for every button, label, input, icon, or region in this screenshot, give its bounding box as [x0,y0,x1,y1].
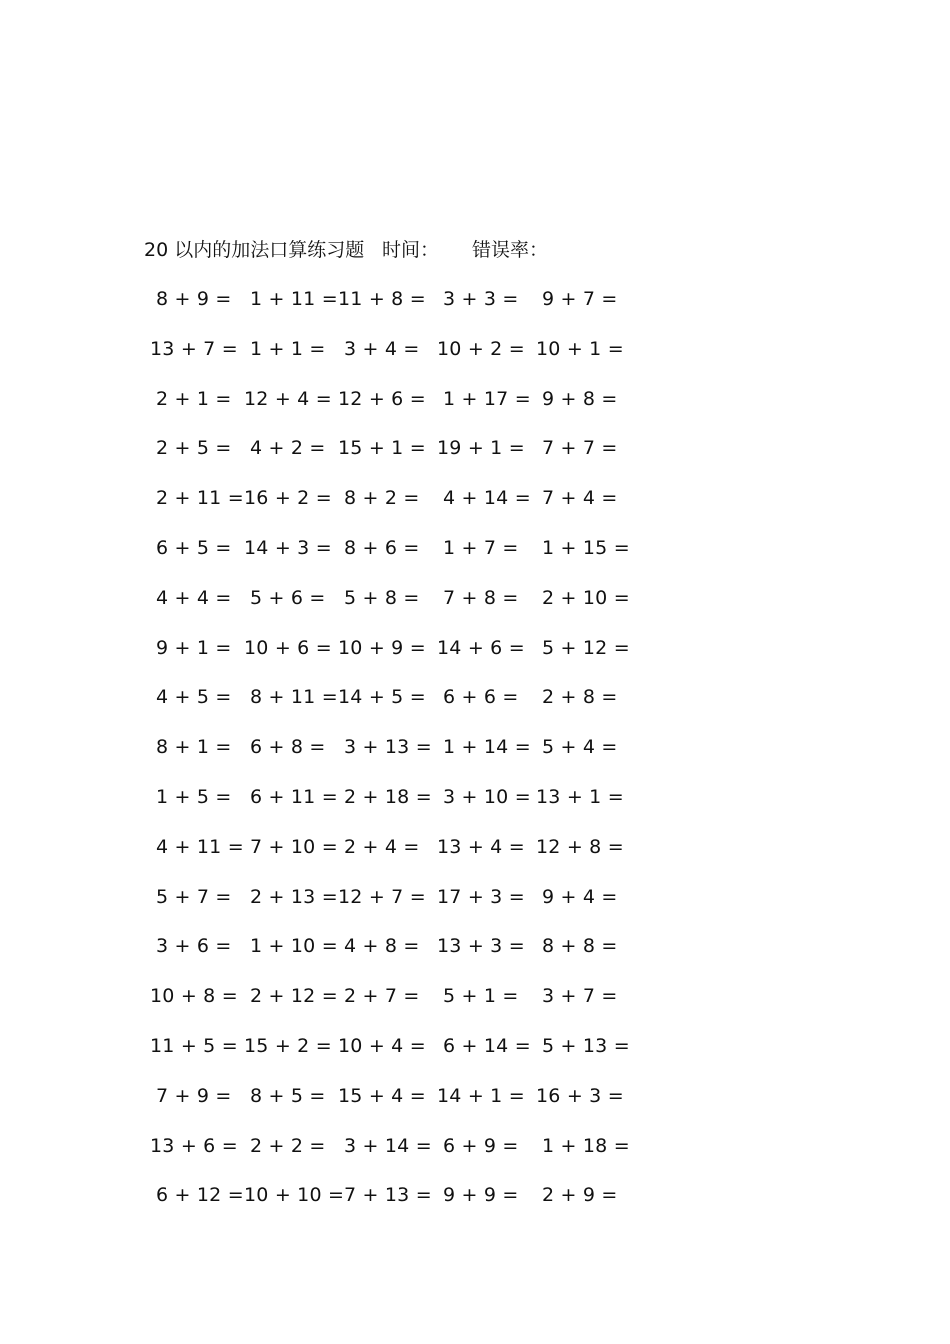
problem-row [0,784,950,810]
problem-item: 5 + 7 = [156,886,232,908]
problem-item: 1 + 11 = [250,288,338,310]
problem-item: 12 + 7 = [338,886,426,908]
problem-item: 11 + 5 = [150,1035,238,1057]
problem-item: 3 + 6 = [156,935,232,957]
problem-item: 6 + 8 = [250,736,326,758]
problem-item: 15 + 4 = [338,1085,426,1107]
problem-item: 2 + 1 = [156,388,232,410]
problem-row [0,585,950,611]
problem-item: 1 + 18 = [542,1135,630,1157]
problem-row [0,1033,950,1059]
problem-item: 12 + 4 = [244,388,332,410]
problem-item: 12 + 6 = [338,388,426,410]
problem-item: 10 + 10 = [244,1184,345,1206]
problem-item: 9 + 1 = [156,637,232,659]
problem-item: 12 + 8 = [536,836,624,858]
problem-row [0,286,950,312]
problem-row [0,435,950,461]
problem-item: 11 + 8 = [338,288,426,310]
problem-item: 5 + 8 = [344,587,420,609]
problem-item: 13 + 7 = [150,338,238,360]
problem-item: 7 + 8 = [443,587,519,609]
problem-row [0,1182,950,1208]
problem-row [0,684,950,710]
problem-item: 4 + 14 = [443,487,531,509]
problem-item: 6 + 5 = [156,537,232,559]
problem-item: 6 + 12 = [156,1184,244,1206]
problem-item: 5 + 12 = [542,637,630,659]
problem-row [0,535,950,561]
problem-item: 3 + 3 = [443,288,519,310]
problem-item: 2 + 4 = [344,836,420,858]
problem-item: 6 + 11 = [250,786,338,808]
problem-item: 13 + 4 = [437,836,525,858]
problem-row [0,734,950,760]
problem-row [0,884,950,910]
worksheet-title: 20 以内的加法口算练习题 [144,239,365,261]
problem-item: 2 + 13 = [250,886,338,908]
problem-item: 13 + 3 = [437,935,525,957]
problem-item: 4 + 5 = [156,686,232,708]
problem-item: 2 + 5 = [156,437,232,459]
problem-item: 13 + 6 = [150,1135,238,1157]
problem-item: 5 + 13 = [542,1035,630,1057]
problem-item: 2 + 18 = [344,786,432,808]
problem-item: 7 + 9 = [156,1085,232,1107]
problem-item: 3 + 14 = [344,1135,432,1157]
problem-item: 10 + 2 = [437,338,525,360]
problem-row [0,336,950,362]
problem-item: 4 + 11 = [156,836,244,858]
problem-item: 8 + 9 = [156,288,232,310]
problem-item: 7 + 10 = [250,836,338,858]
problem-item: 10 + 9 = [338,637,426,659]
problem-item: 10 + 4 = [338,1035,426,1057]
problem-row [0,386,950,412]
problem-item: 3 + 7 = [542,985,618,1007]
problem-item: 14 + 3 = [244,537,332,559]
problem-item: 8 + 2 = [344,487,420,509]
problem-item: 3 + 10 = [443,786,531,808]
problem-item: 5 + 4 = [542,736,618,758]
problem-item: 1 + 15 = [542,537,630,559]
problem-item: 2 + 8 = [542,686,618,708]
problem-item: 2 + 9 = [542,1184,618,1206]
problem-item: 16 + 3 = [536,1085,624,1107]
problem-item: 17 + 3 = [437,886,525,908]
problem-item: 3 + 13 = [344,736,432,758]
problem-row [0,933,950,959]
problem-item: 1 + 10 = [250,935,338,957]
problem-row [0,635,950,661]
problem-row [0,834,950,860]
problem-item: 6 + 9 = [443,1135,519,1157]
problem-grid [0,286,950,1216]
problem-item: 4 + 8 = [344,935,420,957]
problem-item: 14 + 6 = [437,637,525,659]
problem-row [0,983,950,1009]
problem-item: 8 + 8 = [542,935,618,957]
problem-item: 8 + 1 = [156,736,232,758]
time-label: 时间： [382,239,440,261]
problem-item: 9 + 4 = [542,886,618,908]
problem-item: 1 + 5 = [156,786,232,808]
problem-item: 15 + 2 = [244,1035,332,1057]
problem-item: 14 + 5 = [338,686,426,708]
problem-row [0,485,950,511]
problem-item: 6 + 6 = [443,686,519,708]
problem-item: 4 + 4 = [156,587,232,609]
problem-item: 5 + 1 = [443,985,519,1007]
problem-item: 4 + 2 = [250,437,326,459]
problem-item: 9 + 9 = [443,1184,519,1206]
problem-item: 1 + 7 = [443,537,519,559]
problem-item: 10 + 8 = [150,985,238,1007]
problem-item: 2 + 11 = [156,487,244,509]
problem-item: 9 + 7 = [542,288,618,310]
problem-item: 9 + 8 = [542,388,618,410]
problem-item: 7 + 13 = [344,1184,432,1206]
problem-item: 2 + 2 = [250,1135,326,1157]
problem-item: 15 + 1 = [338,437,426,459]
problem-item: 10 + 6 = [244,637,332,659]
problem-item: 3 + 4 = [344,338,420,360]
problem-item: 6 + 14 = [443,1035,531,1057]
problem-item: 19 + 1 = [437,437,525,459]
problem-item: 1 + 14 = [443,736,531,758]
problem-item: 5 + 6 = [250,587,326,609]
problem-item: 1 + 1 = [250,338,326,360]
problem-item: 16 + 2 = [244,487,332,509]
problem-item: 7 + 7 = [542,437,618,459]
problem-row [0,1083,950,1109]
problem-item: 13 + 1 = [536,786,624,808]
problem-row [0,1133,950,1159]
problem-item: 8 + 5 = [250,1085,326,1107]
problem-item: 14 + 1 = [437,1085,525,1107]
problem-item: 2 + 12 = [250,985,338,1007]
problem-item: 2 + 7 = [344,985,420,1007]
problem-item: 10 + 1 = [536,338,624,360]
problem-item: 7 + 4 = [542,487,618,509]
problem-item: 1 + 17 = [443,388,531,410]
error-rate-label: 错误率： [472,239,549,261]
problem-item: 8 + 11 = [250,686,338,708]
problem-item: 2 + 10 = [542,587,630,609]
problem-item: 8 + 6 = [344,537,420,559]
